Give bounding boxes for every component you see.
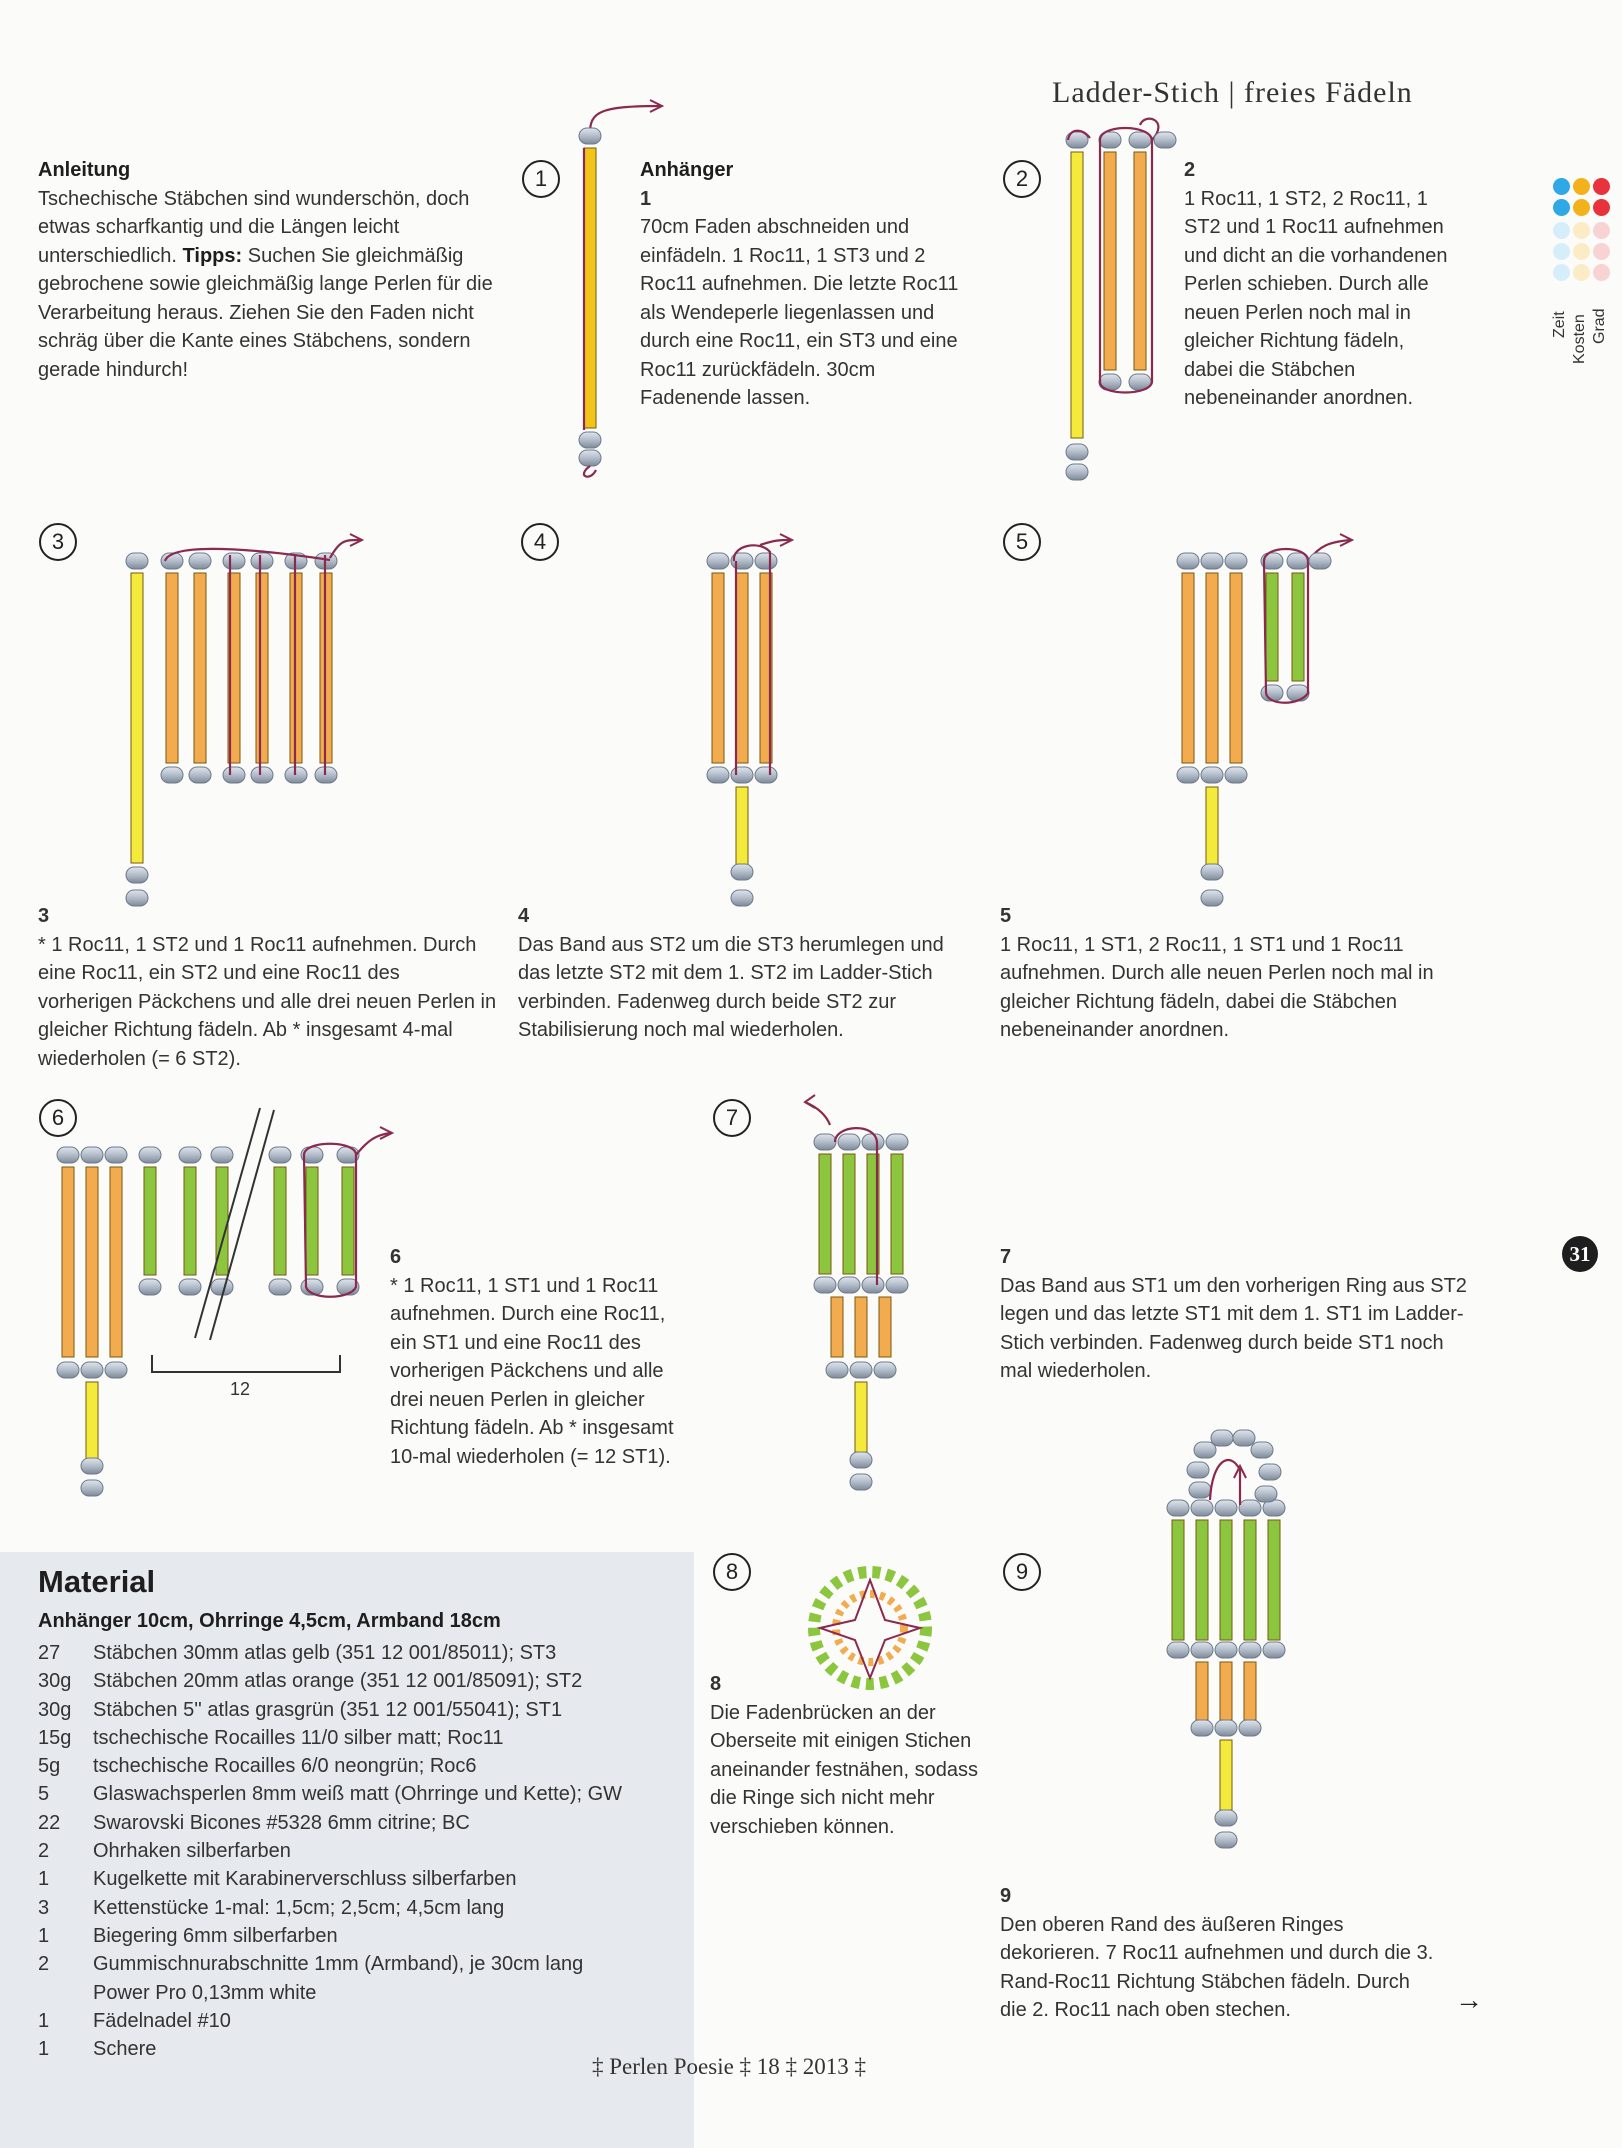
step-7-label: 7 [1000, 1246, 1012, 1268]
bugle-stick [342, 1167, 354, 1275]
step-6-body: * 1 Roc11, 1 ST1 und 1 Roc11 aufnehmen. Durch eine Roc11, ein ST1 und eine Roc11 des vorherigen Päckchens und alle drei neuen Perlen in gleicher Richtung fädeln. Ab * insgesamt 10-mal wiederholen (= 12 ST1). [390, 1274, 674, 1468]
rating-label-grad: Grad [1591, 308, 1608, 344]
rocaille-bead [251, 767, 273, 783]
step-7-body: Das Band aus ST1 um den vorherigen Ring aus ST2 legen und das letzte ST1 mit dem 1. ST1 im Ladder-Stich verbinden. Fadenweg durch beide ST1 noch mal wiederholen. [1000, 1274, 1467, 1382]
rocaille-bead [126, 890, 148, 906]
bugle-stick [1104, 152, 1116, 370]
material-item: Swarovski Bicones #5328 6mm citrine; BC [93, 1811, 470, 1834]
rocaille-bead [1191, 1642, 1213, 1658]
bugle-stick [736, 787, 748, 867]
rocaille-bead [1177, 767, 1199, 783]
material-heading: Material [38, 1564, 156, 1599]
material-item: Biegering 6mm silberfarben [93, 1924, 338, 1947]
rocaille-bead [1177, 553, 1199, 569]
rocaille-bead [81, 1147, 103, 1163]
rocaille-bead [189, 553, 211, 569]
rocaille-bead [838, 1277, 860, 1293]
bugle-stick [166, 573, 178, 763]
thread-line [1210, 1460, 1240, 1505]
bugle-stick [1244, 1520, 1256, 1640]
material-subheading: Anhänger 10cm, Ohrringe 4,5cm, Armband 18cm [38, 1610, 501, 1632]
rocaille-bead [1211, 1430, 1233, 1446]
material-item: Stäbchen 20mm atlas orange (351 12 001/85091); ST2 [93, 1670, 583, 1693]
rocaille-bead [251, 553, 273, 569]
rocaille-bead [886, 1277, 908, 1293]
count-label: 12 [229, 1379, 251, 1399]
thread-line [805, 1102, 830, 1125]
rocaille-bead [1215, 1720, 1237, 1736]
rocaille-bead [1259, 1464, 1281, 1480]
bugle-stick [1230, 573, 1242, 763]
bugle-stick [131, 573, 143, 863]
rocaille-bead [850, 1474, 872, 1490]
rocaille-bead [126, 867, 148, 883]
material-item: Fädelnadel #10 [93, 2009, 231, 2032]
rocaille-bead [826, 1362, 848, 1378]
rocaille-bead [139, 1147, 161, 1163]
rocaille-bead [707, 767, 729, 783]
rating-label-kosten: Kosten [1571, 314, 1588, 364]
step-8-number: 8 [713, 1553, 751, 1591]
thread-line [584, 466, 596, 477]
rocaille-bead [1191, 1720, 1213, 1736]
rocaille-bead [105, 1362, 127, 1378]
material-item: Gummischnurabschnitte 1mm (Armband), je 30cm lang [93, 1953, 584, 1976]
break-line [195, 1108, 260, 1338]
material-item: Ohrhaken silberfarben [93, 1840, 291, 1863]
rocaille-bead [755, 767, 777, 783]
bugle-stick [194, 573, 206, 763]
step-5-number: 5 [1003, 523, 1041, 561]
thread-arrow-icon [805, 1095, 815, 1108]
bugle-stick [274, 1167, 286, 1275]
rocaille-bead [1251, 1442, 1273, 1458]
step-6-number: 6 [39, 1099, 77, 1137]
rocaille-bead [579, 432, 601, 448]
rocaille-bead [1201, 553, 1223, 569]
rocaille-bead [1201, 890, 1223, 906]
material-qty: 15g [38, 1726, 72, 1749]
next-page-arrow-icon: → [1455, 1984, 1483, 2015]
bugle-stick [1196, 1662, 1208, 1720]
bugle-stick [1244, 1662, 1256, 1720]
rocaille-bead [81, 1458, 103, 1474]
material-item: Glaswachsperlen 8mm weiß matt (Ohrringe und Kette); GW [93, 1783, 623, 1806]
material-qty: 5g [38, 1755, 61, 1778]
bugle-stick [86, 1167, 98, 1357]
bugle-stick [712, 573, 724, 763]
rocaille-bead [850, 1452, 872, 1468]
bugle-stick [1220, 1662, 1232, 1720]
step-1-number: 1 [522, 160, 560, 198]
material-qty: 30g [38, 1670, 72, 1693]
bugle-stick [855, 1297, 867, 1357]
bugle-stick [879, 1297, 891, 1357]
step-2-body: 1 Roc11, 1 ST2, 2 Roc11, 1 ST2 und 1 Roc11 aufnehmen und dicht an die vorhandenen Perlen schieben. Durch alle neuen Perlen noch mal in gleicher Richtung fädeln, dabei die Stäbchen nebeneinander anordnen. [1184, 187, 1448, 409]
rocaille-bead [1187, 1462, 1209, 1478]
rocaille-bead [731, 890, 753, 906]
bugle-stick [855, 1382, 867, 1452]
rocaille-bead [105, 1147, 127, 1163]
rocaille-bead [211, 1279, 233, 1295]
top-view-ring-outer [814, 1572, 926, 1684]
material-qty: 2 [38, 1840, 50, 1863]
rocaille-bead [862, 1277, 884, 1293]
step-3-number: 3 [39, 523, 77, 561]
rocaille-bead [838, 1134, 860, 1150]
material-item: tschechische Rocailles 11/0 silber matt; Roc11 [93, 1726, 504, 1749]
rating-label-zeit: Zeit [1551, 311, 1568, 338]
material-item: Power Pro 0,13mm white [93, 1981, 317, 2004]
rocaille-bead [57, 1362, 79, 1378]
rocaille-bead [189, 767, 211, 783]
rocaille-bead [1215, 1500, 1237, 1516]
bugle-stick [1220, 1740, 1232, 1810]
bugle-stick [1172, 1520, 1184, 1640]
rocaille-bead [211, 1147, 233, 1163]
tips-label: Tipps: [182, 244, 243, 267]
material-qty: 1 [38, 2038, 50, 2061]
step-4-body: Das Band aus ST2 um die ST3 herumlegen und das letzte ST2 mit dem 1. ST2 im Ladder-Stich verbinden. Fadenweg durch beide ST2 zur Stabilisierung noch mal wiederholen. [518, 933, 944, 1041]
step-2-number: 2 [1003, 160, 1041, 198]
step-5-body: 1 Roc11, 1 ST1, 2 Roc11, 1 ST1 und 1 Roc11 aufnehmen. Durch alle neuen Perlen noch mal in gleicher Richtung fädeln, dabei die Stäbchen nebeneinander anordnen. [1000, 933, 1434, 1041]
page-header: Ladder-Stich | freies Fädeln [1052, 76, 1413, 109]
intro-text: Tschechische Stäbchen sind wunderschön, doch etwas scharfkantig und die Längen leicht unterschiedlich. [38, 187, 470, 267]
material-qty: 30g [38, 1698, 72, 1721]
rocaille-bead [1066, 464, 1088, 480]
step-6-label: 6 [390, 1246, 402, 1268]
rocaille-bead [1201, 767, 1223, 783]
material-item: Stäbchen 30mm atlas gelb (351 12 001/85011); ST3 [93, 1642, 557, 1664]
rocaille-bead [1189, 1482, 1211, 1498]
bugle-stick [584, 148, 596, 428]
rocaille-bead [1225, 767, 1247, 783]
rocaille-bead [850, 1362, 872, 1378]
bugle-stick [843, 1154, 855, 1274]
step-8-label: 8 [710, 1673, 722, 1695]
step-8-body: Die Fadenbrücken an der Oberseite mit einigen Stichen aneinander festnähen, sodass die Ringe sich nicht mehr verschieben können. [710, 1701, 978, 1838]
rocaille-bead [1255, 1486, 1277, 1502]
step-3-label: 3 [38, 905, 50, 927]
step-9-label: 9 [1000, 1885, 1012, 1907]
rocaille-bead [1201, 864, 1223, 880]
rocaille-bead [755, 553, 777, 569]
rocaille-bead [179, 1147, 201, 1163]
rocaille-bead [814, 1134, 836, 1150]
bugle-stick [184, 1167, 196, 1275]
bugle-stick [1206, 573, 1218, 763]
rocaille-bead [1066, 444, 1088, 460]
rocaille-bead [139, 1279, 161, 1295]
count-bracket [152, 1355, 340, 1372]
bugle-stick [891, 1154, 903, 1274]
rocaille-bead [126, 553, 148, 569]
material-qty: 5 [38, 1783, 50, 1806]
rocaille-bead [1167, 1642, 1189, 1658]
material-qty: 1 [38, 1868, 50, 1891]
bugle-stick [736, 573, 748, 763]
bugle-stick [110, 1167, 122, 1357]
step-2-label: 2 [1184, 159, 1196, 181]
bugle-stick [1220, 1520, 1232, 1640]
rocaille-bead [1194, 1442, 1216, 1458]
page-number-badge: 31 [1562, 1236, 1598, 1272]
rocaille-bead [269, 1279, 291, 1295]
bugle-stick [306, 1167, 318, 1275]
rocaille-bead [1154, 132, 1176, 148]
bugle-stick [1206, 787, 1218, 867]
bugle-stick [831, 1297, 843, 1357]
top-view-ring-inner [836, 1594, 904, 1662]
rocaille-bead [81, 1480, 103, 1496]
material-qty: 27 [38, 1642, 61, 1664]
rocaille-bead [1191, 1500, 1213, 1516]
rocaille-bead [1239, 1500, 1261, 1516]
bugle-stick [819, 1154, 831, 1274]
rocaille-bead [1233, 1430, 1255, 1446]
footer: ‡ Perlen Poesie ‡ 18 ‡ 2013 ‡ [592, 2054, 867, 2079]
step-7-number: 7 [713, 1099, 751, 1137]
thread-line [590, 106, 660, 133]
rocaille-bead [81, 1362, 103, 1378]
step-3-body: * 1 Roc11, 1 ST2 und 1 Roc11 aufnehmen. Durch eine Roc11, ein ST2 und eine Roc11 des vorherigen Päckchens und alle drei neuen Perlen in gleicher Richtung fädeln. Ab * insgesamt 4-mal wiederholen (= 6 ST2). [38, 933, 497, 1070]
step-1-body: 70cm Faden abschneiden und einfädeln. 1 Roc11, 1 ST3 und 2 Roc11 aufnehmen. Die letzte Roc11 als Wendeperle liegenlassen und durch eine Roc11, ein ST3 und eine Roc11 zurückfädeln. 30cm Fadenende lassen. [640, 216, 959, 409]
material-item: tschechische Rocailles 6/0 neongrün; Roc6 [93, 1755, 477, 1778]
step-9-body: Den oberen Rand des äußeren Ringes dekorieren. 7 Roc11 aufnehmen und durch die 3. Rand-Roc11 Richtung Stäbchen fädeln. Durch die 2. Roc11 nach oben stechen. [1000, 1913, 1434, 2021]
rocaille-bead [161, 767, 183, 783]
step-5-label: 5 [1000, 905, 1012, 927]
rocaille-bead [1239, 1720, 1261, 1736]
step-4-label: 4 [518, 905, 530, 927]
bugle-stick [1071, 152, 1083, 438]
rocaille-bead [1261, 685, 1283, 701]
bugle-stick [1196, 1520, 1208, 1640]
rocaille-bead [707, 553, 729, 569]
rocaille-bead [1309, 553, 1331, 569]
rocaille-bead [886, 1134, 908, 1150]
intro-heading: Anleitung [38, 159, 131, 181]
rocaille-bead [874, 1362, 896, 1378]
rocaille-bead [223, 767, 245, 783]
material-qty: 2 [38, 1953, 50, 1976]
rocaille-bead [1215, 1832, 1237, 1848]
material-item: Schere [93, 2038, 157, 2061]
material-item: Kugelkette mit Karabinerverschluss silberfarben [93, 1868, 517, 1891]
rocaille-bead [1239, 1642, 1261, 1658]
bugle-stick [1292, 573, 1304, 681]
bugle-stick [86, 1382, 98, 1462]
thread-line [165, 549, 330, 775]
bugle-stick [1268, 1520, 1280, 1640]
rocaille-bead [579, 450, 601, 466]
bugle-stick [62, 1167, 74, 1357]
material-item: Kettenstücke 1-mal: 1,5cm; 2,5cm; 4,5cm lang [93, 1896, 505, 1919]
rocaille-bead [1215, 1642, 1237, 1658]
rocaille-bead [814, 1277, 836, 1293]
material-qty: 22 [38, 1811, 61, 1834]
bugle-stick [1182, 573, 1194, 763]
rocaille-bead [1287, 685, 1309, 701]
material-qty: 1 [38, 1924, 50, 1947]
rocaille-bead [1263, 1642, 1285, 1658]
step-4-number: 4 [521, 523, 559, 561]
step-9-number: 9 [1003, 1553, 1041, 1591]
bugle-stick [256, 573, 268, 763]
bugle-stick [144, 1167, 156, 1275]
rocaille-bead [1225, 553, 1247, 569]
tips-text: Suchen Sie gleichmäßig gebrochene sowie gleichmäßig lange Perlen für die Verarbeitung heraus. Ziehen Sie den Faden nicht schräg über die Kante eines Stäbchens, sondern gerade hindurch! [38, 244, 493, 381]
rocaille-bead [731, 767, 753, 783]
rocaille-bead [579, 128, 601, 144]
rocaille-bead [223, 553, 245, 569]
rocaille-bead [862, 1134, 884, 1150]
material-qty: 3 [38, 1896, 50, 1919]
bugle-stick [1134, 152, 1146, 370]
rocaille-bead [1167, 1500, 1189, 1516]
rocaille-bead [57, 1147, 79, 1163]
rocaille-bead [731, 864, 753, 880]
rocaille-bead [1215, 1810, 1237, 1826]
bugle-stick [1266, 573, 1278, 681]
material-item: Stäbchen 5'' atlas grasgrün (351 12 001/55041); ST1 [93, 1698, 563, 1721]
rocaille-bead [269, 1147, 291, 1163]
material-qty: 1 [38, 2009, 50, 2032]
rocaille-bead [179, 1279, 201, 1295]
step-1-label: 1 [640, 187, 652, 210]
step-1-heading: Anhänger [640, 159, 734, 181]
